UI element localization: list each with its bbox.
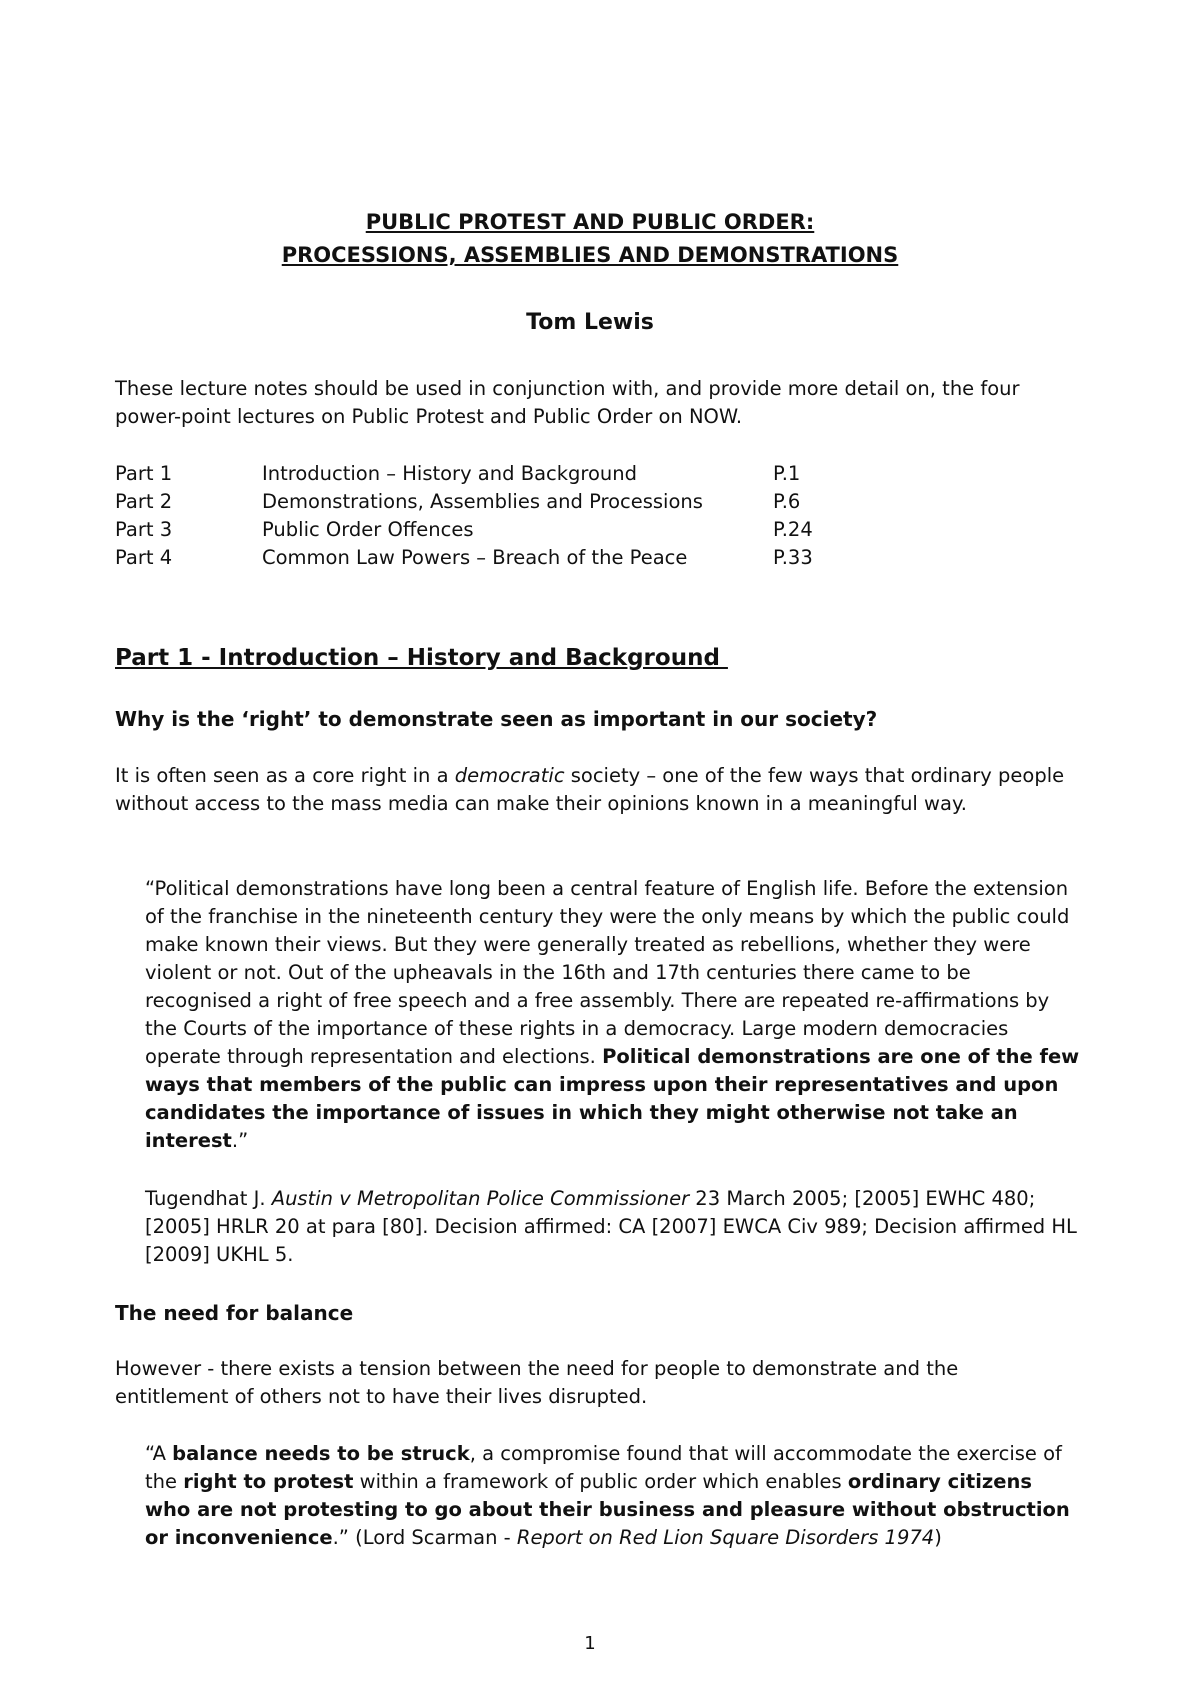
text-run: “Political demonstrations have long been a central feature of English life. Before the extension of the franchise in the nineteenth century they were the only means by which the public could make known their views. But they were generally treated as rebellions, whether they were violent or not. Out of the upheavals in the 16th and 17th centuries there came to be recognised a right of free speech and a free assembly. There are repeated re-affirmations by the Courts of the importance of these rights in a democracy. Large modern democracies operate through representation and elections.	[145, 877, 1070, 1068]
toc-part: Part 2	[115, 490, 173, 513]
bold-text: Political demonstrations are one of the few ways that members of the public can impress upon their representatives and upon candidates the importance of issues in which they might otherwise not take an interest	[145, 1045, 1080, 1152]
table-of-contents	[115, 460, 915, 572]
toc-part: Part 4	[115, 546, 173, 569]
emphasis-text: democratic	[454, 764, 565, 787]
quote-tugendhat	[145, 875, 1080, 1155]
toc-page: P.24	[773, 518, 813, 541]
question-heading: Why is the ‘right’ to demonstrate seen as important in our society?	[115, 707, 878, 731]
intro-paragraph: These lecture notes should be used in conjunction with, and provide more detail on, the four power-point lectures on Public Protest and Public Order on NOW.	[115, 377, 1020, 428]
document-title-line-2: PROCESSIONS, ASSEMBLIES AND DEMONSTRATIONS	[281, 243, 899, 267]
toc-row	[115, 544, 915, 572]
text-run: It is often seen as a core right in a	[115, 764, 455, 787]
toc-page: P.6	[773, 490, 801, 513]
toc-page: P.33	[773, 546, 813, 569]
toc-title: Introduction – History and Background	[262, 462, 638, 485]
toc-row	[115, 488, 915, 516]
text-run: .” (Lord Scarman -	[332, 1526, 517, 1549]
text-run: , a compromise found that will accommodate the exercise of the	[145, 1442, 1062, 1493]
bold-text: right to protest	[183, 1470, 354, 1493]
toc-row	[115, 460, 915, 488]
quote-scarman	[145, 1440, 1080, 1552]
paragraph-tension: However - there exists a tension between the need for people to demonstrate and the entitlement of others not to have their lives disrupted.	[115, 1357, 959, 1408]
text-run: )	[934, 1526, 942, 1549]
bold-text: balance needs to be struck	[172, 1442, 470, 1465]
toc-page: P.1	[773, 462, 801, 485]
toc-part: Part 1	[115, 462, 173, 485]
balance-heading: The need for balance	[115, 1301, 354, 1325]
text-run: Tugendhat J.	[145, 1187, 272, 1210]
report-title: Report on Red Lion Square Disorders 1974	[516, 1526, 935, 1549]
text-run: “A	[145, 1442, 173, 1465]
toc-part: Part 3	[115, 518, 173, 541]
part-1-heading: Part 1 - Introduction – History and Background	[115, 645, 728, 671]
toc-title: Demonstrations, Assemblies and Processions	[262, 490, 703, 513]
case-name: Austin v Metropolitan Police Commissioner	[271, 1187, 690, 1210]
author-name: Tom Lewis	[526, 310, 654, 335]
toc-row	[115, 516, 915, 544]
text-run: .”	[231, 1129, 249, 1152]
document-title-line-1: PUBLIC PROTEST AND PUBLIC ORDER:	[365, 210, 815, 234]
bold-text: ordinary citizens who are not protesting to go about their business and pleasure without obstruction or inconvenience	[145, 1470, 1070, 1549]
toc-title: Common Law Powers – Breach of the Peace	[262, 546, 688, 569]
text-run: within a framework of public order which enables	[353, 1470, 848, 1493]
page-number: 1	[584, 1633, 596, 1654]
text-run: society – one of the few ways that ordinary people without access to the mass media can make their opinions known in a meaningful way.	[115, 764, 1065, 815]
case-citation	[145, 1185, 1080, 1269]
toc-title: Public Order Offences	[262, 518, 474, 541]
paragraph-democratic-right	[115, 762, 1075, 818]
text-run: 23 March 2005; [2005] EWHC 480; [2005] HRLR 20 at para [80]. Decision affirmed: CA [2007] EWCA Civ 989; Decision affirmed HL [2009] UKHL 5.	[145, 1187, 1077, 1266]
